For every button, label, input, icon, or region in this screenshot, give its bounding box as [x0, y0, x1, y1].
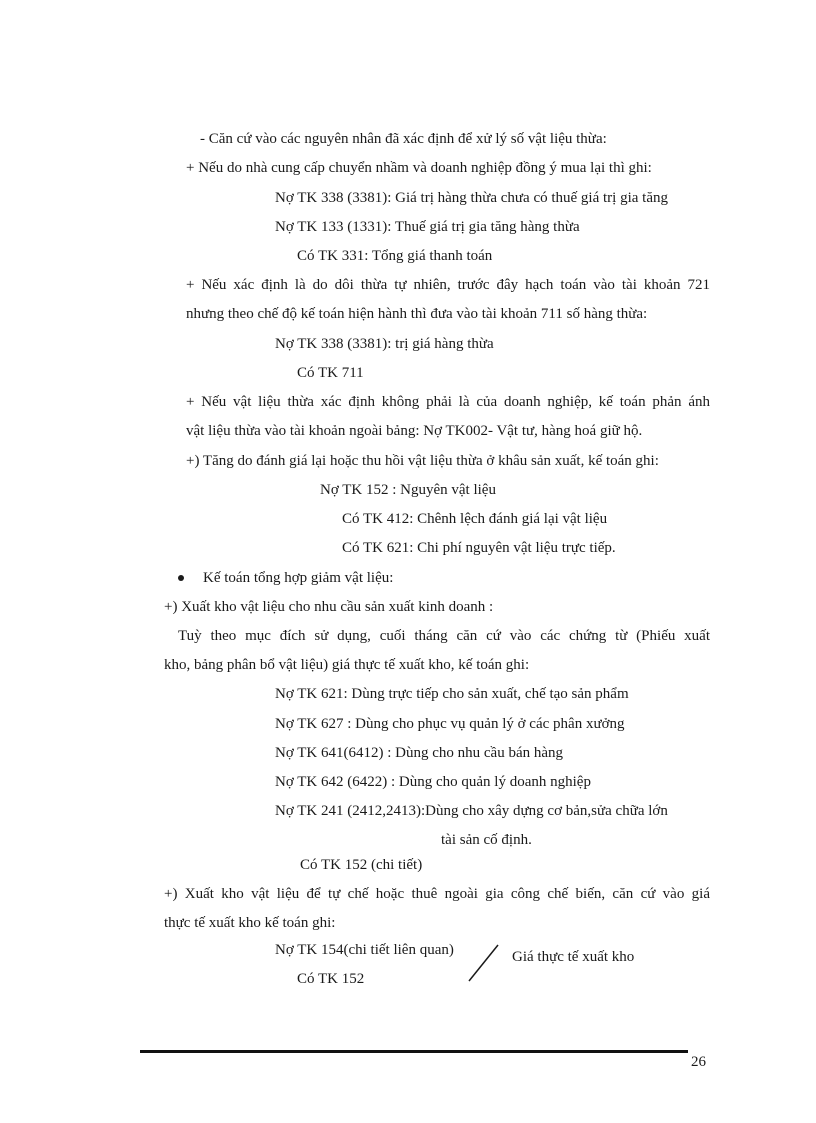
text-line-29: Nợ TK 154(chi tiết liên quan): [275, 942, 454, 958]
text-line-4: Nợ TK 133 (1331): Thuế giá trị gia tăng hàng thừa: [275, 219, 580, 235]
text-line-8: Nợ TK 338 (3381): trị giá hàng thừa: [275, 336, 494, 352]
text-line-9: Có TK 711: [297, 365, 364, 381]
text-line-19: kho, bảng phân bổ vật liệu) giá thực tế xuất kho, kế toán ghi:: [164, 657, 530, 673]
footer-rule: [140, 1050, 688, 1053]
text-line-22: Nợ TK 641(6412) : Dùng cho nhu cầu bán hàng: [275, 745, 564, 761]
text-line-20: Nợ TK 621: Dùng trực tiếp cho sản xuất, chế tạo sản phẩm: [275, 686, 629, 702]
text-line-15: Có TK 621: Chi phí nguyên vật liệu trực tiếp.: [342, 540, 616, 556]
text-line-14: Có TK 412: Chênh lệch đánh giá lại vật liệu: [342, 511, 608, 527]
text-line-23: Nợ TK 642 (6422) : Dùng cho quản lý doanh nghiệp: [275, 774, 591, 790]
text-line-16: Kế toán tổng hợp giảm vật liệu:: [203, 570, 394, 586]
text-line-11: vật liệu thừa vào tài khoản ngoài bảng: Nợ TK002- Vật tư, hàng hoá giữ hộ.: [186, 423, 643, 439]
text-line-21: Nợ TK 627 : Dùng cho phục vụ quản lý ở các phân xưởng: [275, 716, 625, 732]
text-line-27: +) Xuất kho vật liệu để tự chế hoặc thuê ngoài gia công chế biến, căn cứ vào giá: [164, 886, 710, 902]
text-line-5: Có TK 331: Tổng giá thanh toán: [297, 248, 493, 264]
text-line-26: Có TK 152 (chi tiết): [300, 857, 423, 873]
text-line-30: Giá thực tế xuất kho: [512, 949, 635, 965]
page-number: 26: [691, 1054, 706, 1070]
text-line-3: Nợ TK 338 (3381): Giá trị hàng thừa chưa có thuế giá trị gia tăng: [275, 190, 668, 206]
text-line-10: + Nếu vật liệu thừa xác định không phải là của doanh nghiệp, kế toán phản ánh: [186, 394, 710, 410]
text-line-18: Tuỳ theo mục đích sử dụng, cuối tháng căn cứ vào các chứng từ (Phiếu xuất: [178, 628, 710, 644]
text-line-12: +) Tăng do đánh giá lại hoặc thu hồi vật liệu thừa ở khâu sản xuất, kế toán ghi:: [186, 453, 659, 469]
bullet-icon: [178, 575, 184, 581]
text-line-28: thực tế xuất kho kế toán ghi:: [164, 915, 336, 931]
text-line-31: Có TK 152: [297, 971, 365, 987]
text-line-2: + Nếu do nhà cung cấp chuyển nhầm và doanh nghiệp đồng ý mua lại thì ghi:: [186, 160, 652, 176]
text-line-7: nhưng theo chế độ kế toán hiện hành thì đưa vào tài khoản 711 số hàng thừa:: [186, 306, 648, 322]
text-line-13: Nợ TK 152 : Nguyên vật liệu: [320, 482, 496, 498]
text-line-17: +) Xuất kho vật liệu cho nhu cầu sản xuất kinh doanh :: [164, 599, 494, 615]
text-line-6: + Nếu xác định là do dôi thừa tự nhiên, trước đây hạch toán vào tài khoản 721: [186, 277, 710, 293]
text-line-24: Nợ TK 241 (2412,2413):Dùng cho xây dựng cơ bản,sửa chữa lớn: [275, 803, 668, 819]
text-line-25: tài sản cố định.: [441, 832, 532, 848]
diagonal-slash-icon: [466, 942, 502, 984]
text-line-1: - Căn cứ vào các nguyên nhân đã xác định để xử lý số vật liệu thừa:: [200, 131, 607, 147]
